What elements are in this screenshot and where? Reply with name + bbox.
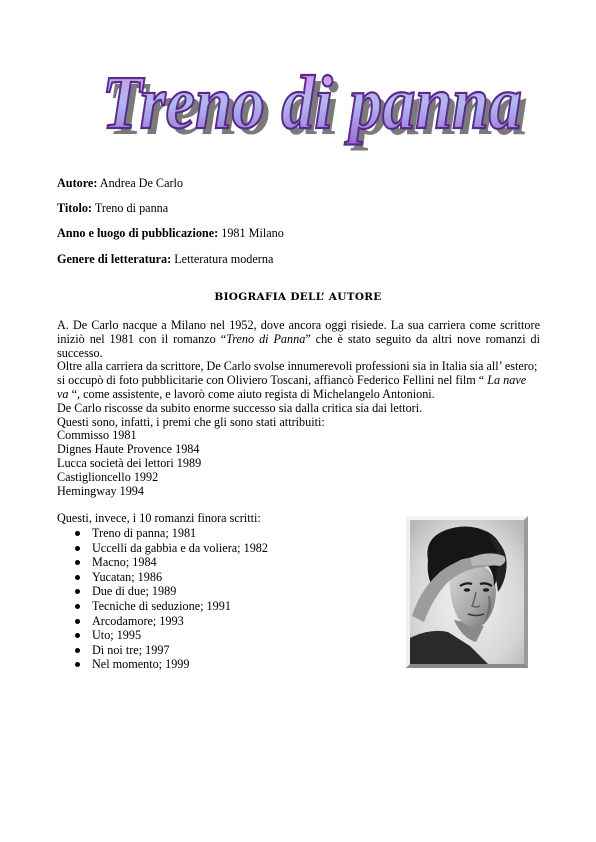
bio-paragraph-1 (57, 319, 540, 360)
meta-author-label: Autore: (57, 176, 98, 190)
bullet-icon (75, 575, 80, 580)
novels-intro: Questi, invece, i 10 romanzi finora scritti: (57, 511, 261, 526)
meta-title (57, 201, 547, 215)
novel-title: Yucatan; 1986 (92, 569, 163, 584)
novel-title: Nel momento; 1999 (92, 657, 190, 672)
title-text: Treno di panna (102, 66, 522, 145)
meta-publication-value: 1981 Milano (221, 226, 284, 241)
novel-title: Treno di panna; 1981 (92, 525, 197, 540)
author-portrait-image (410, 520, 524, 664)
meta-genre-label: Genere di letteratura: (57, 251, 172, 266)
award-item: Commisso 1981 (57, 428, 137, 443)
novel-title: Macno; 1984 (92, 555, 157, 570)
bio-p1-text-end: ” che è stato seguito da altri nove romanzi di successo. (57, 331, 541, 360)
meta-title-value: Treno di panna (94, 201, 169, 216)
bio-p1-book-title: Treno di Panna (226, 331, 306, 346)
novel-title: Di noi tre; 1997 (92, 642, 170, 657)
spacer (57, 498, 540, 512)
bullet-icon (75, 648, 80, 653)
award-item: Lucca società dei lettori 1989 (57, 455, 202, 470)
title-wordart (96, 66, 532, 158)
bio-paragraph-2 (57, 374, 540, 402)
bio-paragraph-4: Questi sono, infatti, i premi che gli sono stati attribuiti: (57, 414, 325, 429)
bullet-icon (75, 662, 80, 667)
novel-title: Due di due; 1989 (92, 584, 177, 599)
novel-title: Arcodamore; 1993 (92, 613, 184, 628)
bullet-icon (75, 633, 80, 638)
meta-author-value: Andrea De Carlo (99, 176, 184, 190)
novel-title: Uto; 1995 (92, 628, 142, 643)
award-item: Hemingway 1994 (57, 483, 144, 498)
bullet-icon (75, 546, 80, 551)
bio-paragraph-2-line-1: Oltre alla carriera da scrittore, De Carlo svolse innumerevoli professioni sia in Italia sia all’ estero; (57, 359, 538, 374)
bio-p2-text: si occupò di foto pubblicitarie con Oliviero Toscani, affiancò Federico Fellini nel film “ (57, 373, 488, 388)
bio-p1-text: A. De Carlo nacque a Milano nel 1952, dove ancora oggi risiede. La sua carriera come scrittore iniziò nel 1981 con il romanzo “ (57, 318, 540, 346)
bullet-icon (75, 589, 80, 594)
author-photo (406, 516, 528, 668)
bullet-icon (75, 619, 80, 624)
bio-p2-text-end: “, come assistente, e lavorò come aiuto regista di Michelangelo Antonioni. (68, 386, 435, 401)
meta-publication (57, 226, 547, 240)
bio-p2-film-title: La nave va (57, 373, 527, 401)
title-shadow: Treno di panna (108, 67, 528, 151)
meta-title-label: Titolo: (57, 201, 92, 216)
award-item: Castiglioncello 1992 (57, 469, 159, 484)
meta-genre-value: Letteratura moderna (174, 251, 274, 266)
meta-publication-label: Anno e luogo di pubblicazione: (57, 226, 219, 241)
book-metadata (57, 176, 547, 277)
novel-title: Tecniche di seduzione; 1991 (92, 598, 231, 613)
bio-paragraph-3: De Carlo riscosse da subito enorme successo sia dalla critica sia dai lettori. (57, 400, 423, 415)
bullet-icon (75, 560, 80, 565)
award-item: Dignes Haute Provence 1984 (57, 442, 200, 457)
bullet-icon (75, 604, 80, 609)
section-heading: BIOGRAFIA DELL’ AUTORE (214, 291, 382, 303)
bullet-icon (75, 531, 80, 536)
meta-genre (57, 252, 547, 266)
awards-list (57, 429, 540, 498)
novel-title: Uccelli da gabbia e da voliera; 1982 (92, 540, 268, 555)
meta-author (57, 176, 547, 190)
